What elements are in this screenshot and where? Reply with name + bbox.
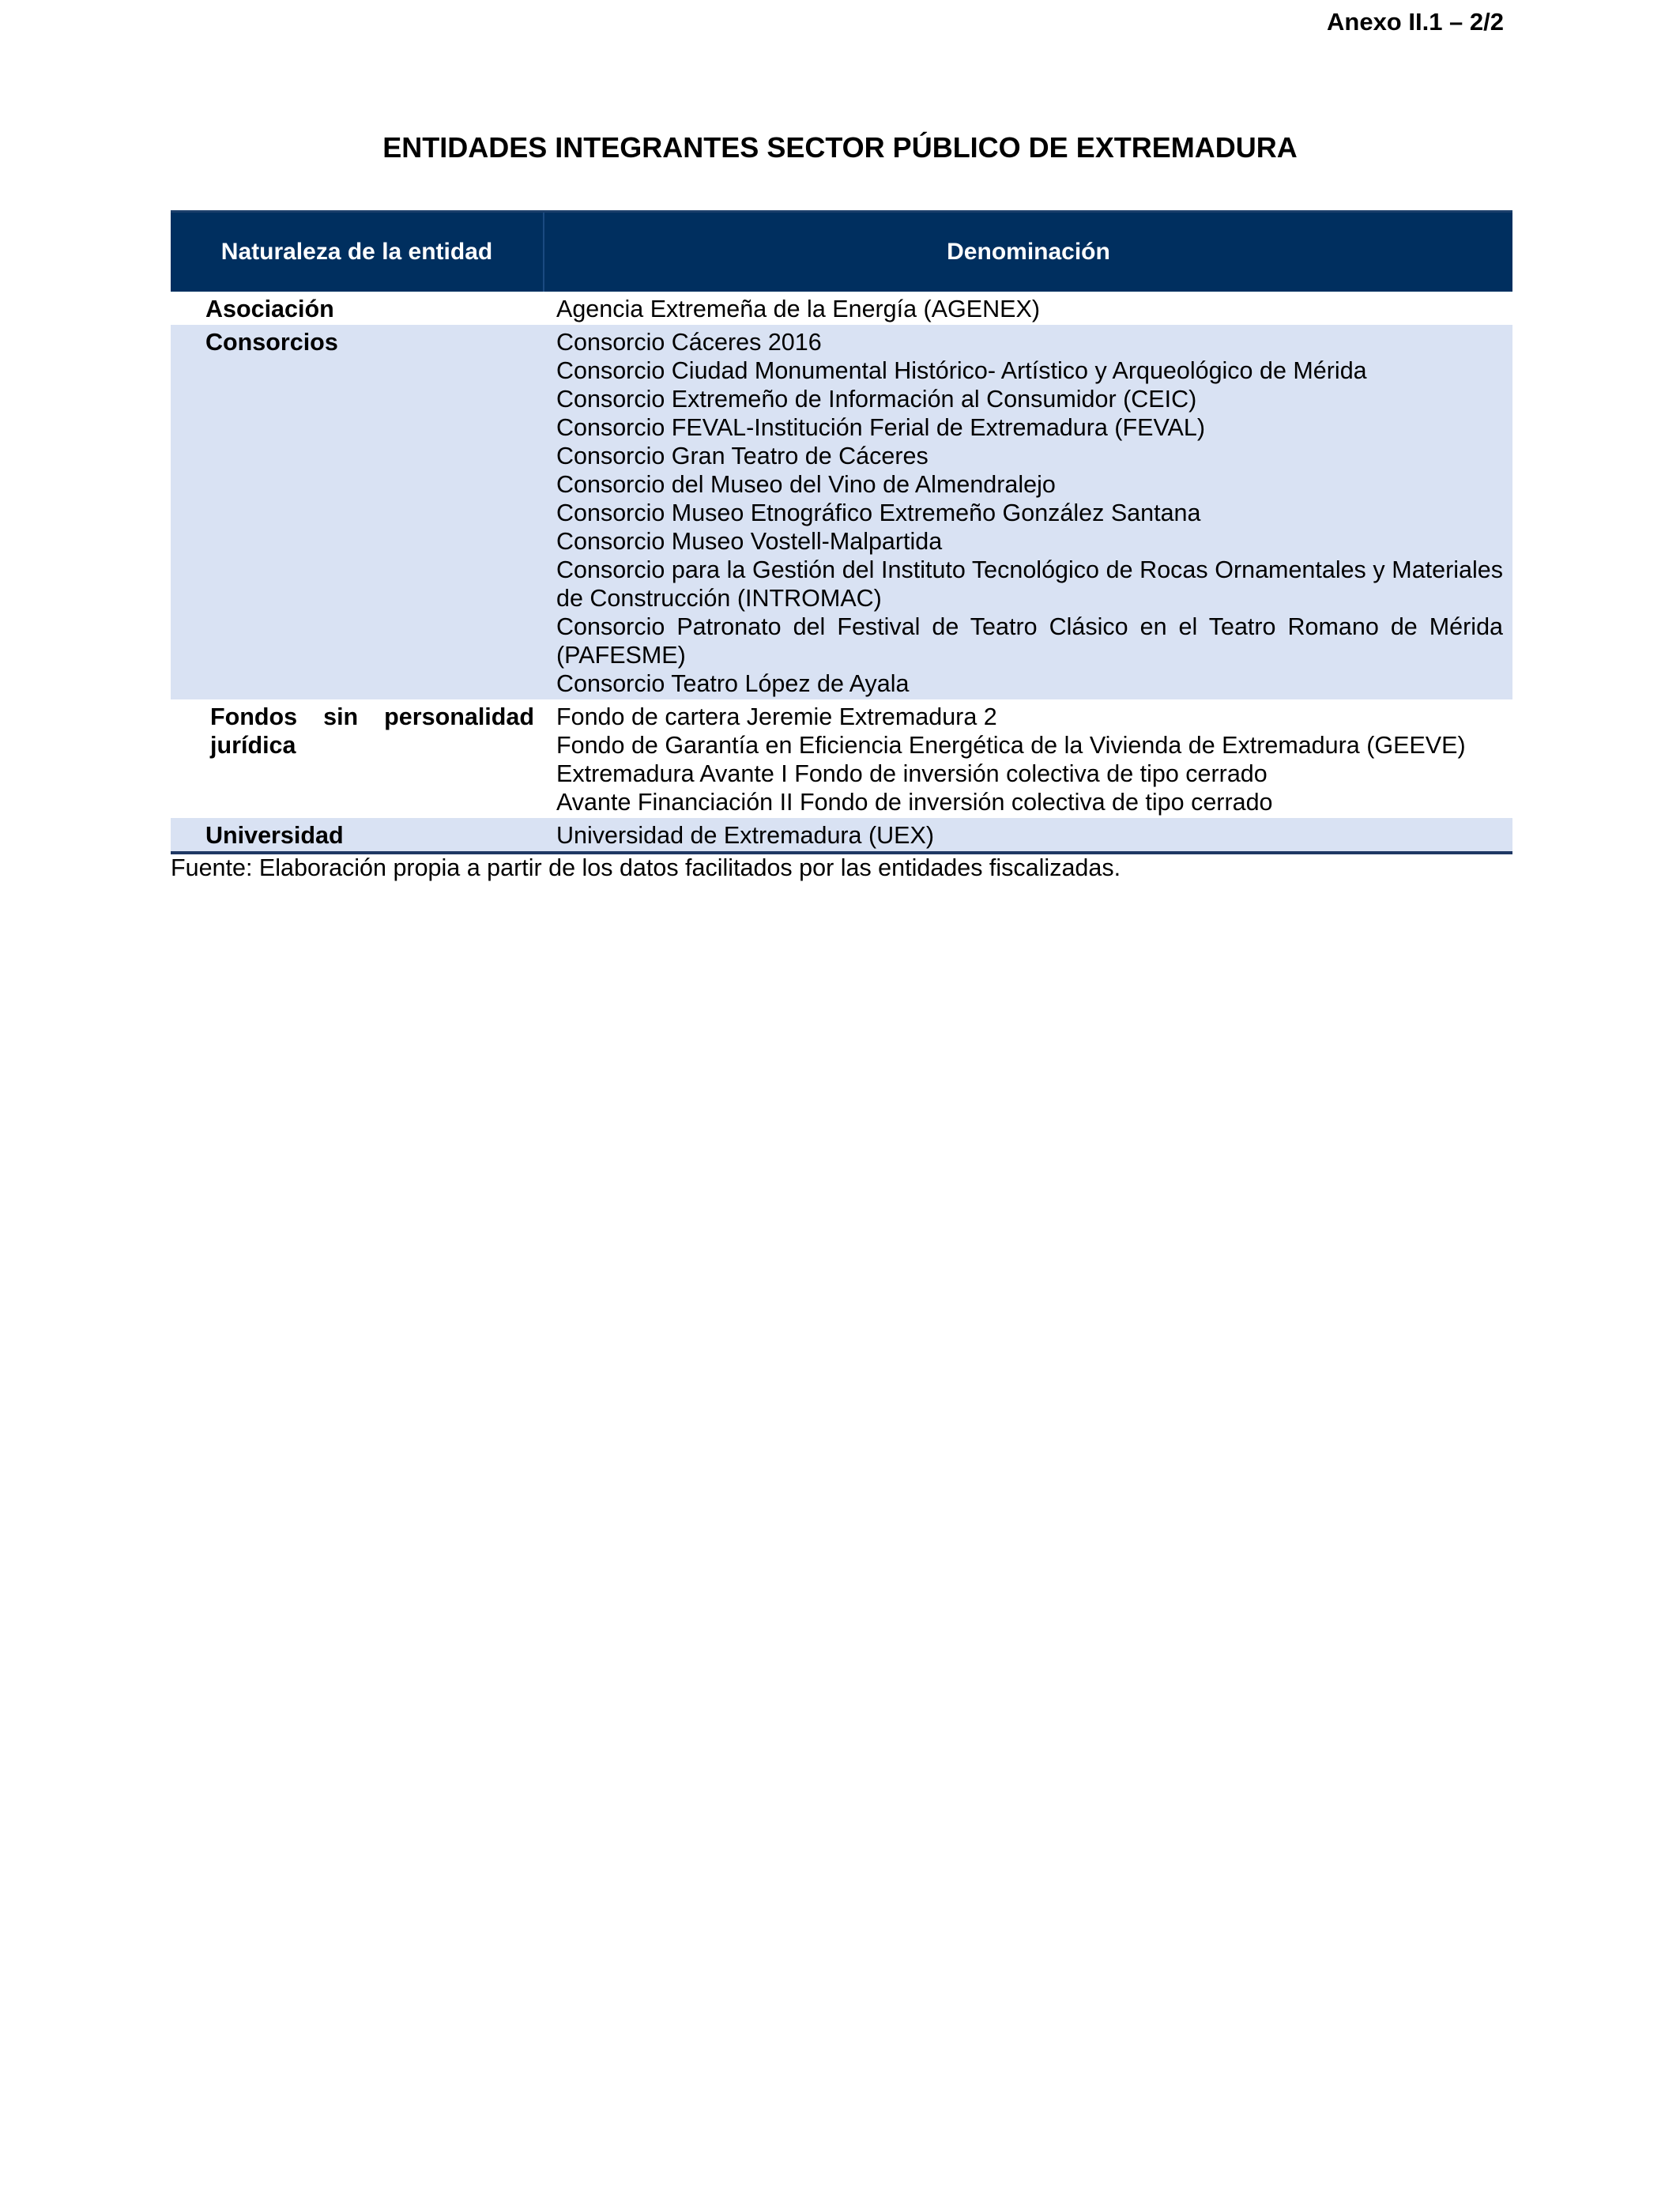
table-row-universidad	[171, 818, 1512, 853]
table-row-asociacion	[171, 292, 1512, 325]
entity-name: Consorcio Teatro López de Ayala	[556, 670, 910, 697]
table-header-row	[171, 212, 1512, 292]
entities-cell	[544, 325, 1512, 699]
category-cell: Fondos sin personalidad jurídica	[210, 703, 534, 759]
table-row-fondos	[171, 699, 1512, 818]
table-body	[171, 292, 1512, 853]
entity-name: Consorcio del Museo del Vino de Almendralejo	[556, 471, 1056, 498]
annex-label: Anexo II.1 – 2/2	[1327, 8, 1504, 36]
entities-table	[171, 210, 1512, 854]
table-row-consorcios	[171, 325, 1512, 699]
entity-name: Fondo de Garantía en Eficiencia Energética de la Vivienda de Extremadura (GEEVE)	[556, 732, 1466, 759]
entity-name: Consorcio Cáceres 2016	[556, 329, 822, 356]
entity-name: Consorcio para la Gestión del Instituto Tecnológico de Rocas Ornamentales y Materiales de Construcción (INTROMAC)	[556, 556, 1503, 612]
entity-name: Consorcio Museo Etnográfico Extremeño González Santana	[556, 499, 1201, 526]
table-header	[171, 212, 1512, 292]
entity-name: Universidad de Extremadura (UEX)	[556, 822, 935, 849]
entity-name: Extremadura Avante I Fondo de inversión colectiva de tipo cerrado	[556, 760, 1268, 787]
category-cell: Consorcios	[171, 325, 544, 699]
page-title: ENTIDADES INTEGRANTES SECTOR PÚBLICO DE EXTREMADURA	[382, 131, 1298, 164]
entity-name: Consorcio Ciudad Monumental Histórico- Artístico y Arqueológico de Mérida	[556, 357, 1367, 384]
entity-name: Fondo de cartera Jeremie Extremadura 2	[556, 703, 997, 730]
category-cell: Asociación	[205, 296, 334, 322]
entity-name: Consorcio Gran Teatro de Cáceres	[556, 443, 929, 469]
entities-cell	[544, 818, 1512, 853]
category-cell: Universidad	[171, 818, 544, 853]
column-header-name: Denominación	[544, 212, 1512, 292]
entity-name: Avante Financiación II Fondo de inversión colectiva de tipo cerrado	[556, 789, 1273, 816]
entity-name: Consorcio Patronato del Festival de Teatro Clásico en el Teatro Romano de Mérida (PAFESME)	[556, 613, 1503, 669]
entity-name: Consorcio Extremeño de Información al Consumidor (CEIC)	[556, 386, 1197, 413]
entity-name: Consorcio FEVAL-Institución Ferial de Extremadura (FEVAL)	[556, 414, 1205, 441]
entity-name: Agencia Extremeña de la Energía (AGENEX)	[556, 296, 1040, 322]
entities-cell	[544, 699, 1512, 818]
column-header-nature: Naturaleza de la entidad	[171, 212, 544, 292]
entity-name: Consorcio Museo Vostell-Malpartida	[556, 528, 943, 555]
entities-cell	[544, 292, 1512, 325]
source-note: Fuente: Elaboración propia a partir de los datos facilitados por las entidades fiscalizadas.	[171, 854, 1121, 881]
